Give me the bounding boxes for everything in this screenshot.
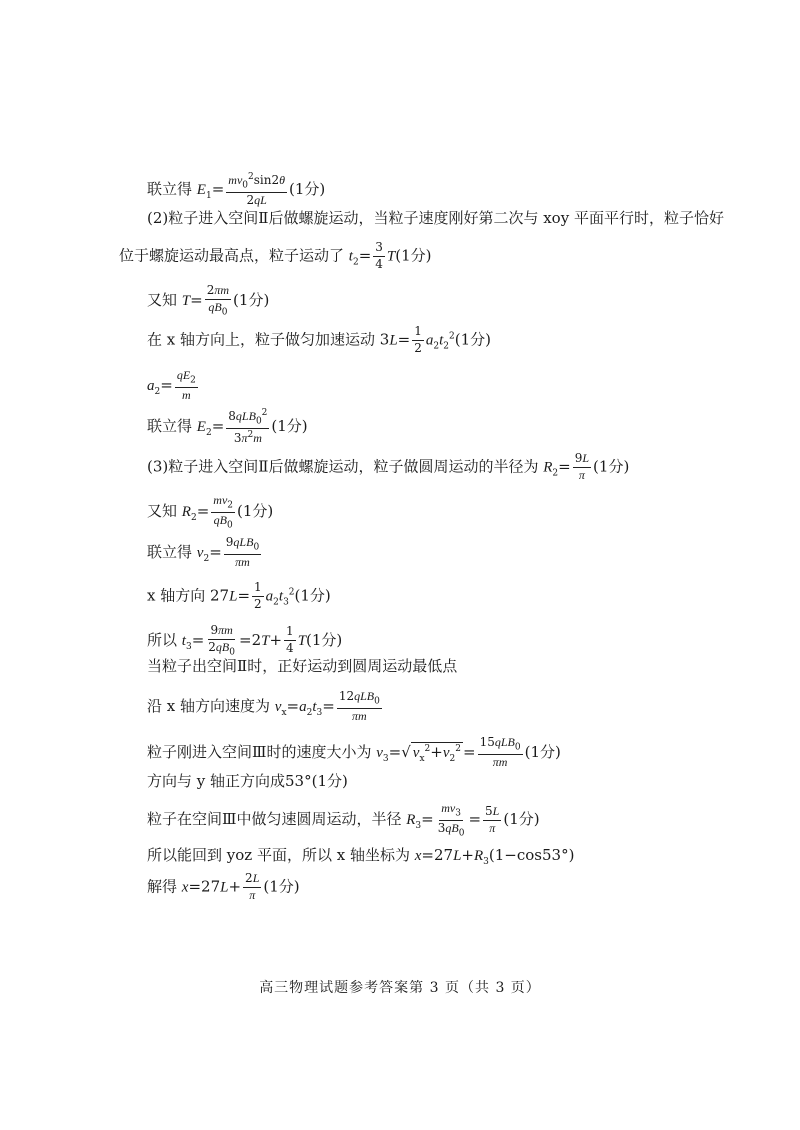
text: 当粒子出空间Ⅱ时，正好运动到圆周运动最低点 (147, 657, 458, 675)
line-r3: 粒子在空间Ⅲ中做匀速圆周运动，半径 $R_3=$ $\frac{mv_3}{3qB_0}$ = $\frac{5L}{\pi}$ (1分) (147, 801, 540, 839)
score: (1分) (311, 772, 348, 790)
text: 又知 (147, 502, 178, 521)
score: (1分) (289, 179, 326, 198)
line-t3: 所以 $t_3=$ $\frac{9\pi m}{2qB_0}$ =2T+ $\frac{1}{4}$ T(1分) (147, 623, 343, 658)
score: (1分) (271, 416, 308, 435)
line-lowest-point (147, 659, 457, 674)
line-t2: 位于螺旋运动最高点，粒子运动了 $t_2=$ $\frac{3}{4}$ T(1分) (119, 240, 432, 271)
line-part3-radius: (3)粒子进入空间Ⅱ后做螺旋运动，粒子做圆周运动的半径为 $R_2=$ $\frac{9L}{\pi}$ (1分) (147, 451, 630, 482)
text: 位于螺旋运动最高点，粒子运动了 (119, 246, 345, 265)
line-a2: $a_2=$ $\frac{qE_2}{m}$ (147, 368, 196, 402)
line-result: 解得 x=27L+ $\frac{2L}{\pi}$ (1分) (147, 871, 300, 902)
line-x-coordinate: 所以能回到 yoz 平面，所以 x 轴坐标为 $x=27L+R_3(1-\cos 53^\circ)$ (147, 846, 575, 867)
text: 解得 (147, 877, 178, 896)
page-footer: 高三物理试题参考答案第 3 页（共 3 页） (259, 980, 541, 996)
text: 所以能回到 yoz 平面，所以 x 轴坐标为 (147, 846, 410, 864)
line-v2: 联立得 $v_2=$ $\frac{9qLB_0}{\pi m}$ (147, 535, 260, 569)
text: 联立得 (147, 416, 193, 435)
score: (1分) (454, 330, 491, 349)
text: x 轴方向 (147, 586, 206, 605)
text: 在 x 轴方向上，粒子做匀加速运动 (147, 330, 375, 349)
score: (1分) (294, 586, 331, 605)
text: 联立得 (147, 179, 193, 198)
text: 方向与 y 轴正方向成53° (147, 772, 312, 790)
text: 沿 x 轴方向速度为 (147, 696, 270, 715)
text: 粒子在空间Ⅲ中做匀速圆周运动，半径 (147, 810, 402, 829)
line-x-27l: x 轴方向 27L= $\frac{1}{2}$ $a_2t_3^2(1$分) (147, 580, 331, 611)
score: (1分) (395, 246, 432, 265)
text: 联立得 (147, 542, 193, 561)
line-period: 又知 T= $\frac{2\pi m}{qB_0}$ (1分) (147, 283, 270, 318)
score: (1分) (593, 457, 630, 476)
line-v3: 粒子刚进入空间Ⅲ时的速度大小为 $v_3=√$ $v_x^2+v_2^2$ = $\frac{15qLB_0}{\pi m}$ (1分) (147, 735, 561, 769)
score: (1分) (263, 877, 300, 896)
line-x-accel: 在 x 轴方向上，粒子做匀加速运动 3L= $\frac{1}{2}$ $a_2t_2^2(1$分) (147, 324, 491, 355)
line-r2-formula: 又知 $R_2=$ $\frac{mv_2}{qB_0}$ (1分) (147, 493, 274, 531)
score: (1分) (237, 502, 274, 521)
line-e1: 联立得 $E_1=$ $\frac{mv_0^2\sin 2\theta}{2qL}$ (1分) (147, 172, 326, 207)
score: (1分) (306, 630, 343, 649)
text: (2)粒子进入空间Ⅱ后做螺旋运动，当粒子速度刚好第二次与 xoy 平面平行时，粒子恰好 (147, 209, 724, 227)
score: (1分) (233, 290, 270, 309)
text: (3)粒子进入空间Ⅱ后做螺旋运动，粒子做圆周运动的半径为 (147, 457, 539, 476)
line-part2-intro (147, 211, 724, 226)
line-vx: 沿 x 轴方向速度为 $v_x=a_2t_3=$ $\frac{12qLB_0}{\pi m}$ (147, 689, 380, 723)
score: (1分) (524, 742, 561, 761)
text: 所以 (147, 630, 178, 649)
text: 又知 (147, 290, 178, 309)
line-e2: 联立得 $E_2=$ $\frac{8qLB_0^2}{3\pi^2m}$ (1分) (147, 408, 308, 445)
score: (1分) (503, 810, 540, 829)
line-direction (147, 774, 348, 789)
text: 粒子刚进入空间Ⅲ时的速度大小为 (147, 742, 372, 761)
